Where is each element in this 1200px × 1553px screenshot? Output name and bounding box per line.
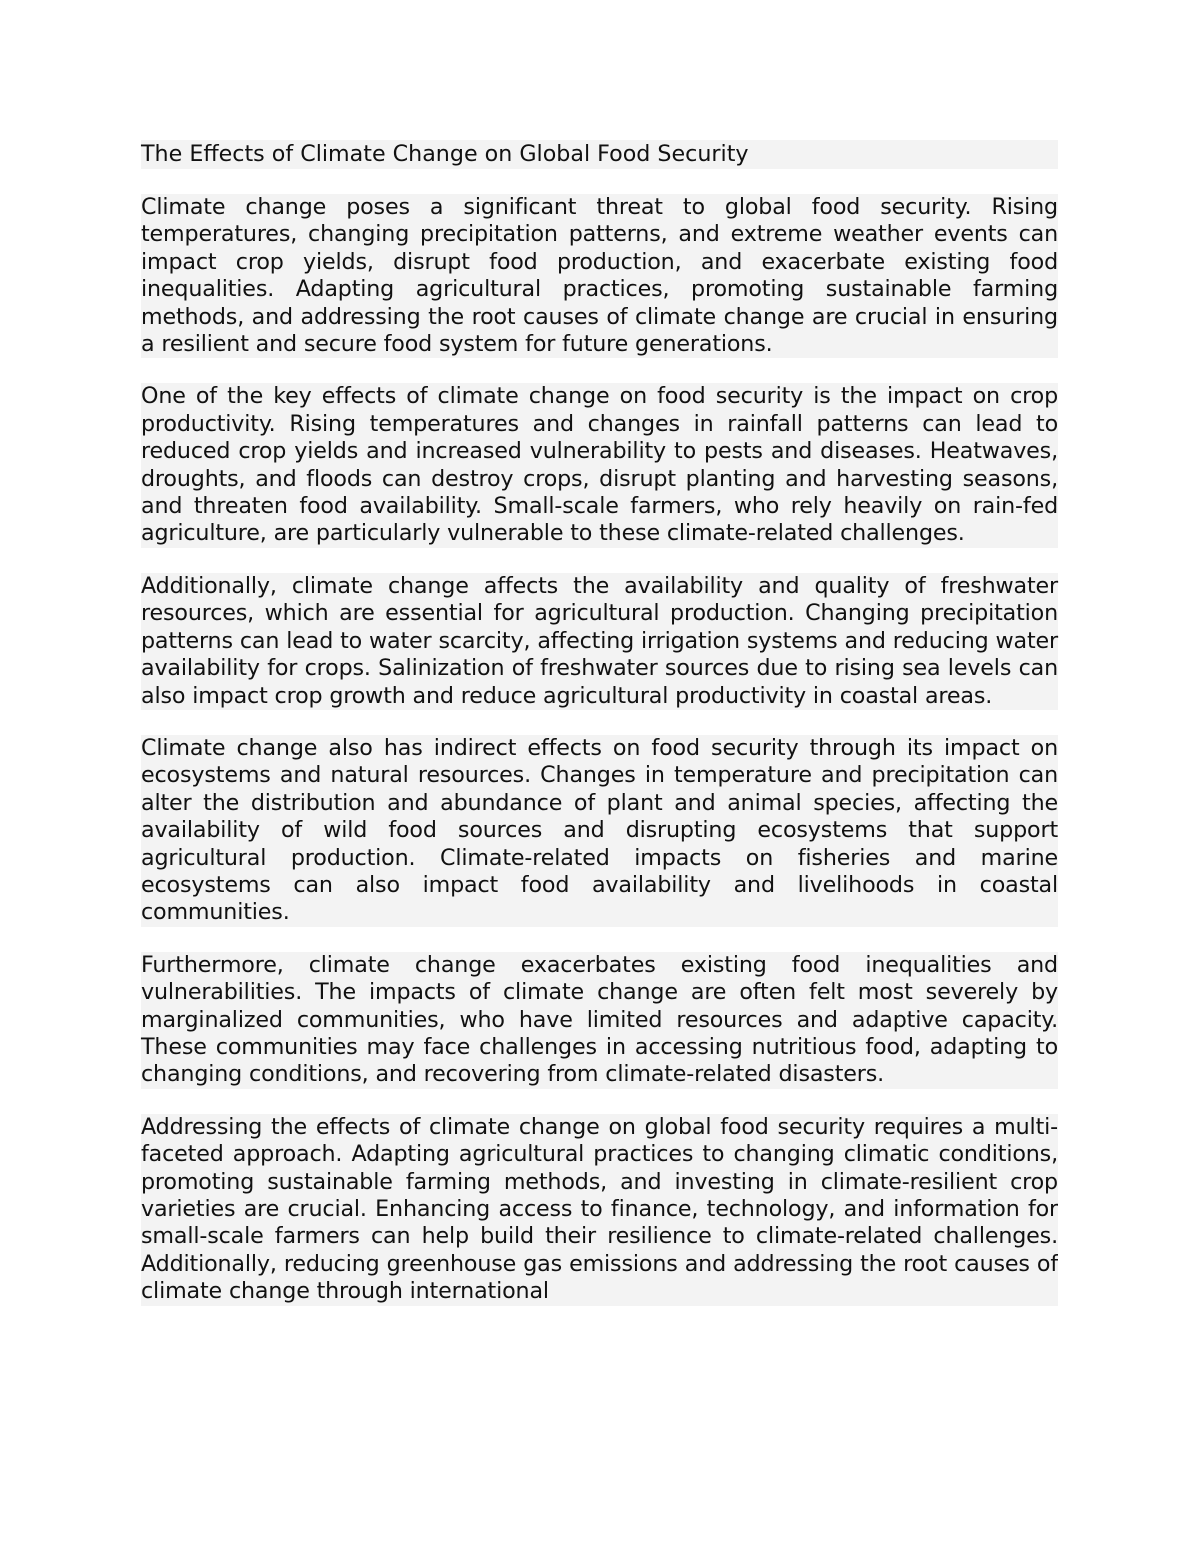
paragraph-5: Furthermore, climate change exacerbates existing food inequalities and vulnerabilities. The impacts of climate change are often felt most severely by marginalized communities, who have limited resources and adaptive capacity. These communities may face challenges in accessing nutritious food, adapting to changing conditions, and recovering from climate-related disasters.	[141, 951, 1058, 1088]
paragraph-6: Addressing the effects of climate change on global food security requires a multi-faceted approach. Adapting agricultural practices to changing climatic conditions, promoting sustainable farming methods, and investing in climate-resilient crop varieties are crucial. Enhancing access to finance, technology, and information for small-scale farmers can help build their resilience to climate-related challenges. Additionally, reducing greenhouse gas emissions and addressing the root causes of climate change through international	[141, 1113, 1058, 1305]
paragraph-1: Climate change poses a significant threat to global food security. Rising temperatures, changing precipitation patterns, and extreme weather events can impact crop yields, disrupt food production, and exacerbate existing food inequalities. Adapting agricultural practices, promoting sustainable farming methods, and addressing the root causes of climate change are crucial in ensuring a resilient and secure food system for future generations.	[141, 194, 1058, 358]
paragraph-2: One of the key effects of climate change on food security is the impact on crop productivity. Rising temperatures and changes in rainfall patterns can lead to reduced crop yields and increased vulnerability to pests and diseases. Heatwaves, droughts, and floods can destroy crops, disrupt planting and harvesting seasons, and threaten food availability. Small-scale farmers, who rely heavily on rain-fed agriculture, are particularly vulnerable to these climate-related challenges.	[141, 383, 1058, 547]
document-body	[141, 140, 1058, 1306]
document-title: The Effects of Climate Change on Global Food Security	[141, 140, 1058, 169]
paragraph-3: Additionally, climate change affects the availability and quality of freshwater resources, which are essential for agricultural production. Changing precipitation patterns can lead to water scarcity, affecting irrigation systems and reducing water availability for crops. Salinization of freshwater sources due to rising sea levels can also impact crop growth and reduce agricultural productivity in coastal areas.	[141, 572, 1058, 709]
paragraph-4: Climate change also has indirect effects on food security through its impact on ecosystems and natural resources. Changes in temperature and precipitation can alter the distribution and abundance of plant and animal species, affecting the availability of wild food sources and disrupting ecosystems that support agricultural production. Climate-related impacts on fisheries and marine ecosystems can also impact food availability and livelihoods in coastal communities.	[141, 734, 1058, 926]
